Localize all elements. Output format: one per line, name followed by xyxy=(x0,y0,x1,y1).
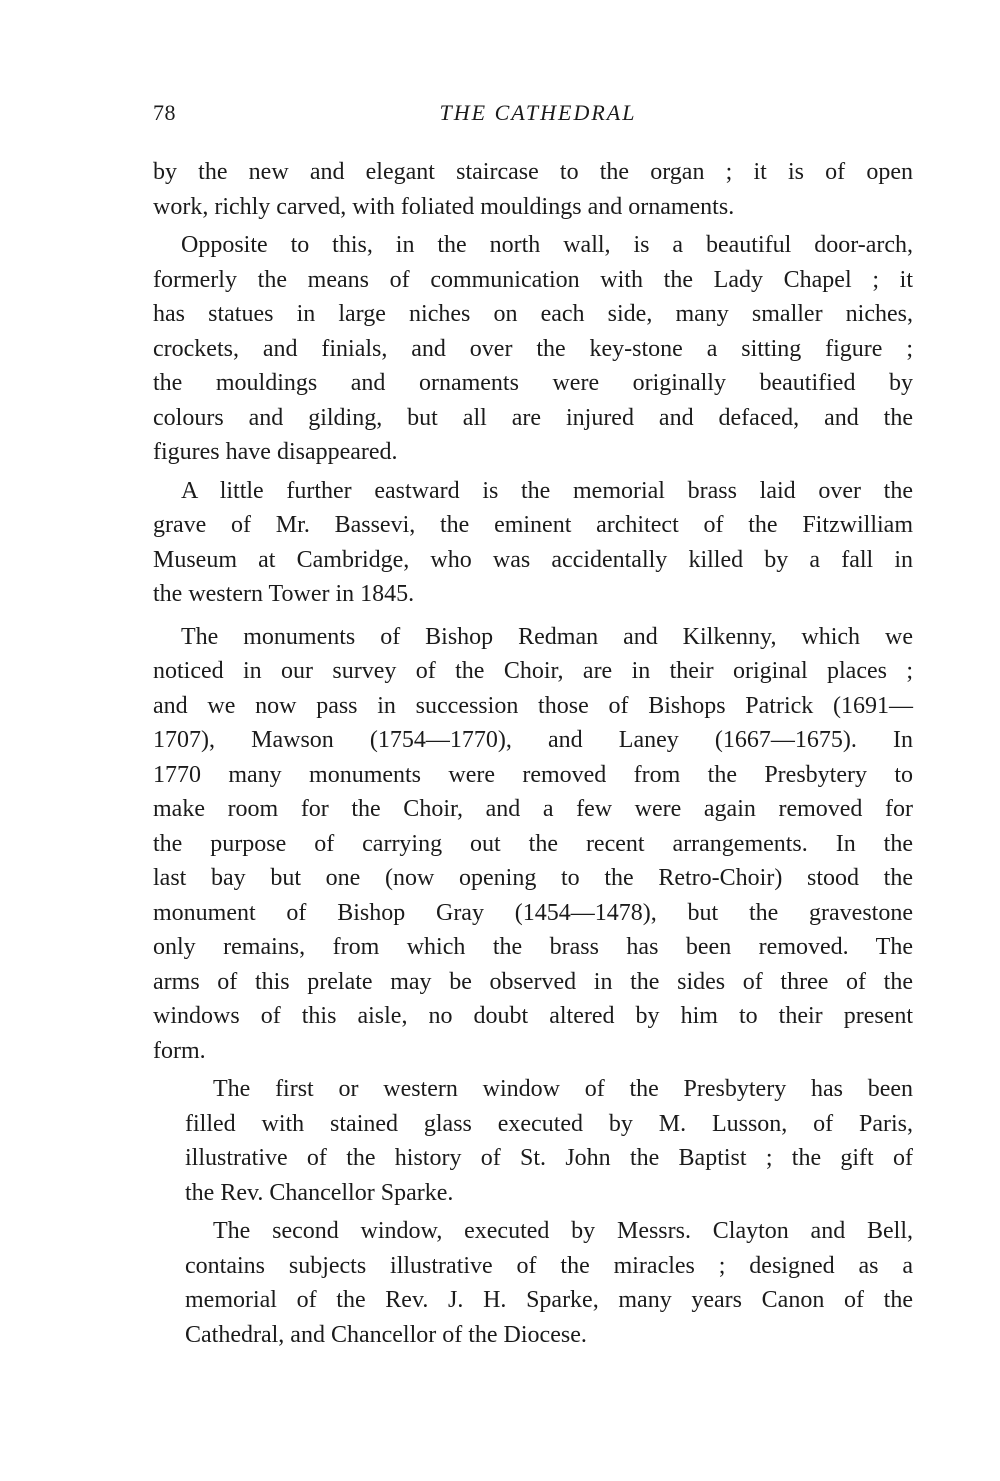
text-line: grave of Mr. Bassevi, the eminent architect of the Fitzwilliam xyxy=(153,512,913,538)
text-line: has statues in large niches on each side, many smaller niches, xyxy=(153,301,913,327)
text-line: arms of this prelate may be observed in the sides of three of the xyxy=(153,968,913,995)
text-line: Opposite to this, in the north wall, is a beautiful door-arch, xyxy=(181,232,913,258)
body-text xyxy=(153,155,913,1352)
text-line: figures have disappeared. xyxy=(153,439,398,465)
text-line: make room for the Choir, and a few were again removed for xyxy=(153,796,913,822)
text-line: contains subjects illustrative of the miracles ; designed as a xyxy=(185,1252,913,1279)
running-title: THE CATHEDRAL xyxy=(439,100,637,125)
text-line: the mouldings and ornaments were originally beautified by xyxy=(153,370,913,396)
text-line: and we now pass in succession those of Bishops Patrick (1691— xyxy=(153,692,913,719)
text-line: crockets, and finials, and over the key-stone a sitting figure ; xyxy=(153,335,913,362)
text-line: by the new and elegant staircase to the organ ; it is of open xyxy=(153,159,913,185)
text-line: Museum at Cambridge, who was accidentally killed by a fall in xyxy=(153,546,913,573)
paragraph-4 xyxy=(153,620,913,1069)
text-line: The first or western window of the Presbytery has been xyxy=(213,1076,913,1102)
text-line: monument of Bishop Gray (1454—1478), but the gravestone xyxy=(153,899,913,926)
text-line: The monuments of Bishop Redman and Kilkenny, which we xyxy=(181,623,913,650)
text-line: formerly the means of communication with the Lady Chapel ; it xyxy=(153,266,913,293)
running-head xyxy=(153,100,913,136)
text-line: the Rev. Chancellor Sparke. xyxy=(185,1179,454,1206)
text-line: last bay but one (now opening to the Retro-Choir) stood the xyxy=(153,865,913,891)
paragraph-1 xyxy=(153,155,913,224)
text-line: memorial of the Rev. J. H. Sparke, many years Canon of the xyxy=(185,1287,913,1313)
text-line: filled with stained glass executed by M. Lusson, of Paris, xyxy=(185,1110,913,1137)
window-notes xyxy=(153,1072,913,1352)
page-number: 78 xyxy=(153,100,176,125)
text-line: colours and gilding, but all are injured and defaced, and the xyxy=(153,404,913,431)
paragraph-3 xyxy=(153,474,913,612)
text-line: A little further eastward is the memorial brass laid over the xyxy=(181,477,913,504)
text-line: the purpose of carrying out the recent arrangements. In the xyxy=(153,830,913,857)
text-line: The second window, executed by Messrs. Clayton and Bell, xyxy=(213,1218,913,1244)
text-line: form. xyxy=(153,1037,206,1064)
text-line: Cathedral, and Chancellor of the Diocese. xyxy=(185,1321,587,1348)
text-line: windows of this aisle, no doubt altered by him to their present xyxy=(153,1003,913,1029)
paragraph-5 xyxy=(185,1072,913,1210)
text-line: the western Tower in 1845. xyxy=(153,581,415,607)
text-line: only remains, from which the brass has been removed. The xyxy=(153,934,913,960)
text-line: illustrative of the history of St. John the Baptist ; the gift of xyxy=(185,1145,913,1171)
text-line: noticed in our survey of the Choir, are in their original places ; xyxy=(153,658,913,684)
paragraph-6 xyxy=(185,1214,913,1352)
text-line: 1770 many monuments were removed from the Presbytery to xyxy=(153,761,913,788)
paragraph-2 xyxy=(153,228,913,470)
text-line: work, richly carved, with foliated mouldings and ornaments. xyxy=(153,193,735,220)
text-line: 1707), Mawson (1754—1770), and Laney (1667—1675). In xyxy=(153,727,913,753)
